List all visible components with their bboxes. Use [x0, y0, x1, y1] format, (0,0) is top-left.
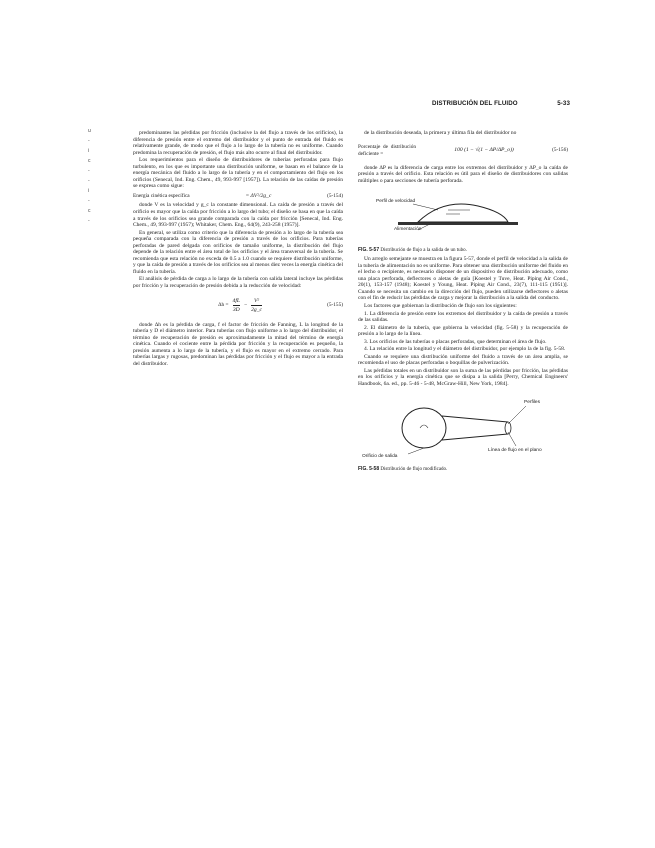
paragraph: El análisis de pérdida de carga a lo largo de la tubería con salida lateral incluye las pérdidas por fricción y la recuperación de presión debida a la reducción de velocidad: — [133, 276, 343, 290]
paragraph: donde ΔP es la diferencia de carga entre los extremos del distribuidor y ΔP_o la caída de presión a través del orificio. Esta relación es útil para el diseño de distribuidores con salidas múltiples o para secciones de tubería perforada. — [358, 164, 568, 184]
paragraph: Las pérdidas totales en un distribuidor son la suma de las pérdidas por fricción, las pérdidas en los orificios y la energía cinética que se disipa a la salida [Perry, Chemical Engineers' Handbook, 6a. ed., pp. 5-46 - 5-48, McGraw-Hill, New York, 1984]. — [358, 367, 568, 388]
equation-rhs: 100 (1 − √(1 − ΔP/ΔP_o)) — [454, 147, 514, 154]
paragraph: Los requerimientos para el diseño de distribuidores de tuberías perforadas para flujo turbulento, en los que es importante una distribución uniforme, se basan en el balance de la energía mecánica del fluido a lo largo de la tubería y en el comportamiento del flujo en los orificios (Senecal, Ind. Eng. Chem., 49, 993-997 [1957]). La relación de las caídas de presión se expresa como sigue: — [133, 157, 343, 190]
margin-mark: - — [88, 138, 90, 144]
page-header-title: DISTRIBUCIÓN DEL FLUIDO — [432, 100, 518, 107]
equation-lhs: Porcentaje de distribución deficiente = — [358, 144, 416, 157]
paragraph: predominantes las pérdidas por fricción (inclusive la del flujo a través de los orificios), la diferencia de presión entre el extremo del distribuidor y el punto de entrada del fluido es relativamente grande, de modo que el flujo a lo largo de la tubería no es uniforme. Cuando predomina la recuperación de presión, el flujo más alto ocurre al final del distribuidor. — [133, 130, 343, 156]
list-item: 1. La diferencia de presión entre los extremos del distribuidor y la caída de presión a través de las salidas. — [358, 310, 568, 324]
figure-caption-text: Distribución de flujo modificado. — [380, 466, 448, 472]
equation-lhs: Energía cinética específica — [133, 192, 190, 199]
list-item: 3. Los orificios de las tuberías o placas perforadas, que determinan el área de flujo. — [364, 338, 547, 345]
margin-marks — [88, 126, 102, 226]
equation-number: (5-154) — [327, 192, 343, 199]
paragraph: donde V es la velocidad y g_c la constante dimensional. La caída de presión a través del orificio es mayor que la caída por fricción a lo largo del tubo; el diseño se basa en que la caída a través de los orificios sea grande comparada con la caída por fricción [Senecal, Ind. Eng. Chem., 49, 993-997 (1957); Whitaker, Chem. Eng., 64(9), 243-258 (1957)]. — [133, 202, 343, 229]
left-column — [133, 130, 343, 368]
equation-number: (5-155) — [327, 302, 343, 309]
paragraph: Cuando se requiere una distribución uniforme del fluido a través de un área amplia, se recomienda el uso de placas perforadas o boquillas de pulverización. — [358, 353, 568, 367]
figure-label: Alimentación — [394, 227, 422, 233]
fraction — [233, 298, 240, 314]
figure-caption — [358, 247, 568, 255]
equation-lhs: Δh = — [218, 302, 229, 309]
fraction-bar — [251, 305, 262, 306]
denominator: 3D — [232, 307, 240, 314]
operator: − — [243, 302, 248, 309]
figure-caption-text: Distribución de flujo a la salida de un tubo. — [380, 247, 467, 253]
list-item: 2. El diámetro de la tubería, que gobierna la velocidad (fig. 5-58) y la recuperación de presión a lo largo de la línea. — [358, 324, 568, 338]
figure-label: Perfiles — [524, 399, 540, 405]
margin-mark: i — [88, 188, 90, 194]
margin-mark: - — [88, 198, 90, 204]
paragraph: de la distribución deseada, la primera y última fila del distribuidor no — [364, 130, 517, 136]
equation-rhs: = ΔV²/2g_c — [245, 192, 272, 199]
margin-mark: - — [88, 218, 90, 224]
figure-label: Orificio de salida — [362, 453, 398, 459]
fraction-bar — [233, 305, 240, 306]
denominator: 2g_c — [251, 307, 262, 314]
right-column — [358, 130, 568, 474]
equation-number: (5-156) — [552, 147, 568, 154]
figure-number: FIG. 5-58 — [358, 465, 380, 472]
page-header — [432, 100, 570, 107]
paragraph: donde Δh es la pérdida de carga, f el factor de fricción de Fanning, L la longitud de la tubería y D el diámetro interior. Para tuberías con flujo uniforme a lo largo del distribuidor, el término de recuperación de presión es aproximadamente la mitad del término de energía cinética. Cuando el cociente entre la pérdida por fricción y la recuperación es pequeño, la presión aumenta a lo largo de la tubería, y el flujo es mayor en el extremo cerrado. Para tuberías largas y rugosas, predominan las pérdidas por fricción y el flujo es mayor a la entrada del distribuidor. — [133, 321, 343, 367]
margin-mark: - — [88, 168, 90, 174]
figure-5-57 — [358, 192, 568, 256]
margin-mark: c — [88, 158, 91, 164]
figure-caption — [358, 466, 447, 474]
margin-mark: i — [88, 148, 90, 154]
margin-mark: c — [88, 208, 91, 214]
margin-mark: - — [88, 178, 90, 184]
paragraph: Los factores que gobiernan la distribución de flujo son los siguientes: — [364, 303, 517, 310]
paragraph: Un arreglo semejante se muestra en la figura 5-57, donde el perfil de velocidad a la salida de la tubería de alimentación no es uniforme. Para obtener una distribución uniforme del fluido en el lecho o recipiente, es necesario disponer de un dispositivo de distribución adecuado, como una placa perforada, deflectores o aletas de guía [Koestel y Tuve, Heat. Piping Air Cond., 20(1), 153-157 (1948); Koestel y Young, Heat. Piping Air Cond., 23(7), 111-115 (1951)]. Cuando se necesita un cambio en la dirección del flujo, pueden utilizarse deflectores o aletas con el fin de reducir las pérdidas de carga y mejorar la distribución a la salida del conducto. — [358, 256, 568, 302]
numerator: 4fL — [232, 297, 240, 304]
figure-label: Perfil de velocidad — [376, 199, 416, 205]
page-number: 5-33 — [557, 100, 570, 107]
figure-number: FIG. 5-57 — [358, 246, 380, 253]
numerator: V² — [253, 297, 260, 304]
margin-mark: u — [88, 128, 91, 134]
list-item: 4. La relación entre la longitud y el diámetro del distribuidor, por ejemplo la de la fig. 5-58. — [364, 346, 566, 353]
paragraph: En general, se utiliza como criterio que la diferencia de presión a lo largo de la tubería sea pequeña comparada con la diferencia de presión a través de los orificios. Para tuberías perforadas de pared delgada con orificios de tamaño uniforme, la distribución del flujo depende de la relación entre el área total de los orificios y el área transversal de la tubería. Se recomienda que esta relación no exceda de 0.5 a 1.0 cuando se requiere distribución uniforme, y que la caída de presión a través de los orificios sea al menos diez veces la energía cinética del fluido en la tubería. — [133, 229, 343, 275]
equation-5-156 — [358, 140, 568, 162]
fraction — [251, 298, 262, 314]
figure-label: Línea de flujo en el plano — [488, 447, 542, 453]
equation-5-154 — [133, 193, 343, 200]
equation-5-155 — [133, 293, 343, 319]
figure-5-58 — [358, 394, 568, 474]
